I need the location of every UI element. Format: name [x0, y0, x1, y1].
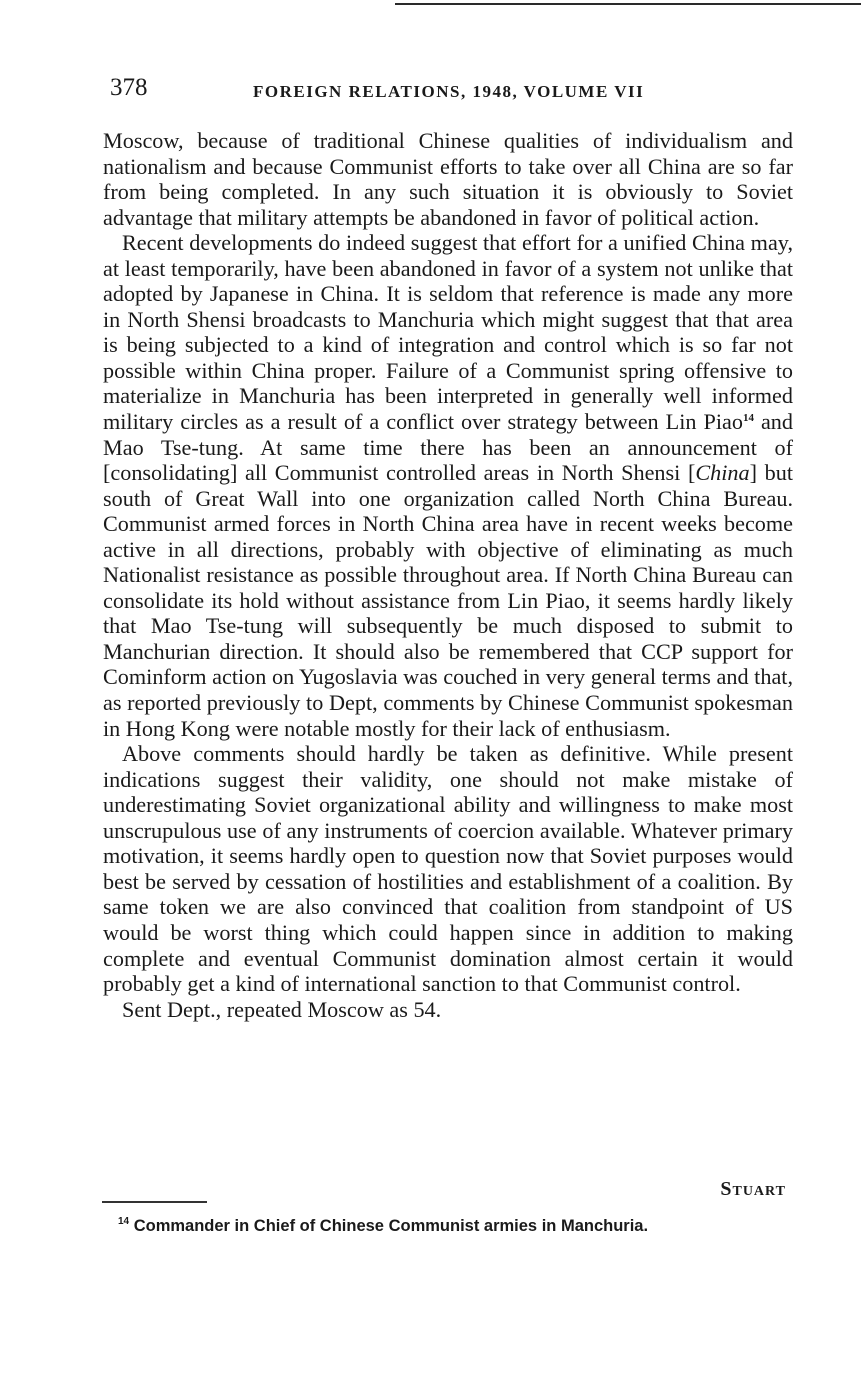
paragraph-2-part-3: ] but south of Great Wall into one organization called North China Bureau. Communist armed forces in North China area have in recent weeks become active in all directions, probably with objective of eliminating as much Nationalist resistance as possible throughout area. If North China Bureau can consolidate its hold without assistance from Lin Piao, it seems hardly likely that Mao Tse-tung will subsequently be much disposed to submit to Manchurian direction. It should also be remembered that CCP support for Cominform action on Yugoslavia was couched in very general terms and that, as reported previously to Dept, comments by Chinese Communist spokesman in Hong Kong were notable mostly for their lack of enthusiasm.	[103, 460, 793, 741]
top-border-line	[395, 3, 861, 5]
page-header	[110, 74, 790, 108]
footnote-ref-14: 14	[742, 412, 754, 425]
paragraph-4: Sent Dept., repeated Moscow as 54.	[122, 996, 442, 1022]
document-body	[103, 128, 793, 1022]
page-number: 378	[110, 74, 148, 101]
paragraph-1: Moscow, because of traditional Chinese qualities of individualism and nationalism and because Communist efforts to take over all China are so far from being completed. In any such situation it is obviously to Soviet advantage that military attempts be abandoned in favor of political action.	[103, 128, 793, 230]
footnote	[118, 1215, 798, 1237]
signature: Stuart	[720, 1178, 786, 1200]
running-head: FOREIGN RELATIONS, 1948, VOLUME VII	[253, 82, 645, 101]
footnote-number: 14	[118, 1216, 130, 1227]
paragraph-2-part-2: and Mao Tse-tung. At same time there has been an announcement of [consolidating] all Communist controlled areas in North Shensi [	[103, 409, 793, 486]
paragraph-2-italic-word: China	[695, 460, 750, 486]
paragraph-2	[103, 230, 793, 741]
footnote-divider	[102, 1201, 207, 1203]
footnote-text: Commander in Chief of Chinese Communist armies in Manchuria.	[129, 1217, 649, 1235]
paragraph-3: Above comments should hardly be taken as definitive. While present indications suggest their validity, one should not make mistake of underestimating Soviet organizational ability and willingness to make most unscrupulous use of any instruments of coercion available. Whatever primary motivation, it seems hardly open to question now that Soviet purposes would best be served by cessation of hostilities and establishment of a coalition. By same token we are also convinced that coalition from standpoint of US would be worst thing which could happen since in addition to making complete and eventual Communist domination almost certain it would probably get a kind of international sanction to that Communist control.	[103, 741, 793, 997]
paragraph-2-part-1: Recent developments do indeed suggest that effort for a unified China may, at least temporarily, have been abandoned in favor of a system not unlike that adopted by Japanese in China. It is seldom that reference is made any more in North Shensi broadcasts to Manchuria which might suggest that that area is being subjected to a kind of integration and control which is so far not possible within China proper. Failure of a Communist spring offensive to materialize in Manchuria has been interpreted in generally well informed military circles as a result of a conflict over strategy between Lin Piao	[103, 230, 793, 435]
